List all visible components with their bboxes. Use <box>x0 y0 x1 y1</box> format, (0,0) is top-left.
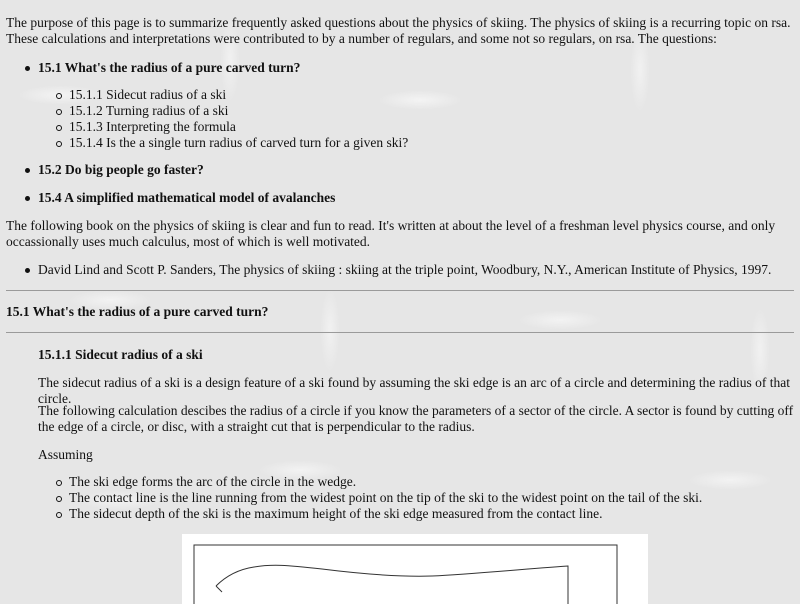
toc-sublink[interactable]: 15.1.2 Turning radius of a ski <box>69 103 229 118</box>
toc-link[interactable]: 15.1 What's the radius of a pure carved turn? <box>38 60 301 75</box>
toc-item-15-4[interactable] <box>38 190 335 206</box>
toc-sublist <box>69 87 408 151</box>
assumption-item <box>69 474 794 490</box>
assumption-text: The ski edge forms the arc of the circle in the wedge. <box>69 474 357 489</box>
divider <box>6 290 794 291</box>
toc-subitem[interactable] <box>69 119 408 135</box>
calculation-paragraph: The following calculation descibes the radius of a circle if you know the parameters of a sector of the circle. A sector is found by cutting off the edge of a circle, or disc, with a straight cut that is perpendicular to the radius. <box>38 403 794 434</box>
reference-text: David Lind and Scott P. Sanders, The physics of skiing : skiing at the triple point, Woodbury, N.Y., American Institute of Physics, 1997. <box>38 262 772 277</box>
toc-item-15-1[interactable] <box>38 60 300 76</box>
toc-sublink[interactable]: 15.1.1 Sidecut radius of a ski <box>69 87 227 102</box>
assumption-text: The sidecut depth of the ski is the maximum height of the ski edge measured from the contact line. <box>69 506 603 521</box>
reference-item <box>38 262 788 278</box>
section-heading: 15.1 What's the radius of a pure carved turn? <box>6 304 269 319</box>
assumption-item <box>69 490 794 506</box>
toc-item-15-2[interactable] <box>38 162 204 178</box>
divider <box>6 332 794 333</box>
intro-paragraph: The purpose of this page is to summarize frequently asked questions about the physics of skiing. The physics of skiing is a recurring topic on rsa. These calculations and interpretations were contributed to by a number of regulars, and some not so regulars, on rsa. The questions: <box>6 15 791 46</box>
book-intro-paragraph: The following book on the physics of skiing is clear and fun to read. It's written at about the level of a freshman level physics course, and only occassionally uses much calculus, most of which is well motivated. <box>6 218 776 249</box>
toc-link[interactable]: 15.4 A simplified mathematical model of avalanches <box>38 190 336 205</box>
toc-sublink[interactable]: 15.1.3 Interpreting the formula <box>69 119 236 134</box>
subsection-heading: 15.1.1 Sidecut radius of a ski <box>38 347 203 362</box>
toc-subitem[interactable] <box>69 103 408 119</box>
assumption-item <box>69 506 794 522</box>
toc-subitem[interactable] <box>69 87 408 103</box>
toc-sublink[interactable]: 15.1.4 Is the a single turn radius of carved turn for a given ski? <box>69 135 409 150</box>
sidecut-definition-paragraph: The sidecut radius of a ski is a design feature of a ski found by assuming the ski edge is an arc of a circle and determining the radius of that circle. <box>38 375 791 406</box>
assumptions-list <box>69 474 794 522</box>
toc-subitem[interactable] <box>69 135 408 151</box>
assuming-label: Assuming <box>38 447 93 462</box>
toc-link[interactable]: 15.2 Do big people go faster? <box>38 162 204 177</box>
assumption-text: The contact line is the line running from the widest point on the tip of the ski to the widest point on the tail of the ski. <box>69 490 703 505</box>
